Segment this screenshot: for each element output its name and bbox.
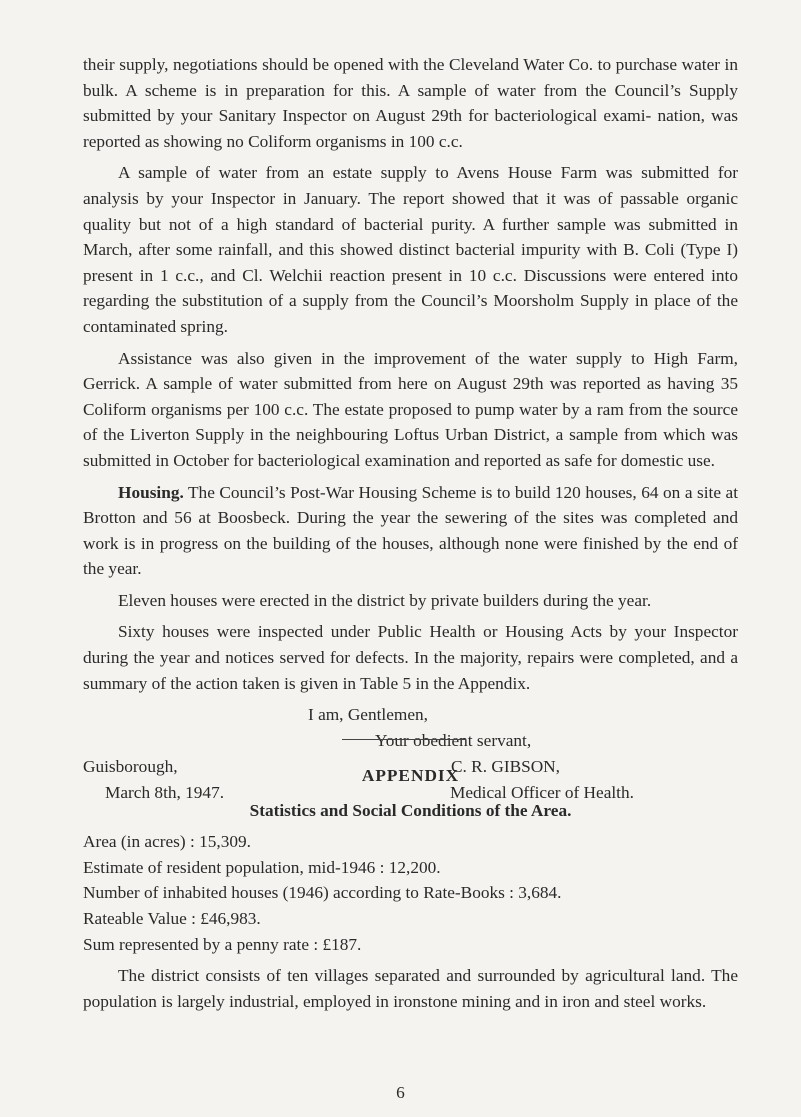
signatory-role: Medical Officer of Health. <box>450 783 634 803</box>
salutation: I am, Gentlemen, <box>308 705 428 725</box>
stat-area: Area (in acres) : 15,309. <box>83 832 251 852</box>
date: March 8th, 1947. <box>105 783 225 803</box>
stat-population: Estimate of resident population, mid-1946 : 12,200. <box>83 857 441 877</box>
stat-rateable-value: Rateable Value : £46,983. <box>83 908 261 928</box>
housing-heading: Housing. <box>118 482 184 502</box>
page-number: 6 <box>396 1083 405 1102</box>
report-body <box>83 52 738 806</box>
stat-houses: Number of inhabited houses (1946) according to Rate-Books : 3,684. <box>83 883 562 903</box>
appendix-section <box>83 763 738 1014</box>
paragraph-district: The district consists of ten villages separated and surrounded by agricultural land. The population is largely industrial, employed in ironstone mining and in iron and steel works. <box>83 966 738 1011</box>
divider-rule <box>342 739 466 740</box>
appendix-title: APPENDIX <box>361 766 460 785</box>
appendix-subtitle: Statistics and Social Conditions of the Area. <box>249 800 572 820</box>
paragraph-private-builders: Eleven houses were erected in the district by private builders during the year. <box>118 590 652 610</box>
paragraph-avens-house-farm: A sample of water from an estate supply to Avens House Farm was submitted for analysis by your Inspector in January. The report showed that it was of passable organic quality but not of a high standard of bacterial purity. A further sample was submitted in March, after some rainfall, and this showed distinct bacterial impurity with B. Coli (Type I) present in 1 c.c., and Cl. Welchii reaction present in 10 c.c. Discussions were entered into regarding the substitution of a supply from the Council’s Moorsholm Supply in place of the contaminated spring. <box>83 163 738 336</box>
paragraph-housing <box>83 480 738 582</box>
housing-text: The Council’s Post-War Housing Scheme is to build 120 houses, 64 on a site at Brotton and 56 at Boosbeck. During the year the sewering of the sites was completed and work is in progress on the building of the houses, although none were finished by the end of the year. <box>83 482 738 579</box>
stat-penny-rate: Sum represented by a penny rate : £187. <box>83 934 362 954</box>
paragraph-inspections: Sixty houses were inspected under Public Health or Housing Acts by your Inspector during the year and notices served for defects. In the majority, repairs were completed, and a summary of the action taken is given in Table 5 in the Appendix. <box>83 622 738 693</box>
paragraph-high-farm: Assistance was also given in the improvement of the water supply to High Farm, Gerrick. A sample of water submitted from here on August 29th was reported as having 35 Coliform organisms per 100 c.c. The estate proposed to pump water by a ram from the source of the Liverton Supply in the neighbouring Loftus Urban District, a sample from which was submitted in October for bacteriological examination and reported as safe for domestic use. <box>83 348 738 470</box>
servant-line: Your obedient servant, <box>375 731 532 751</box>
paragraph-water-supply: their supply, negotiations should be opened with the Cleveland Water Co. to purchase water in bulk. A scheme is in preparation for this. A sample of water from the Council’s Supply submitted by your Sanitary Inspector on August 29th for bacteriological exami- nation, was reported as showing no Coliform organisms in 100 c.c. <box>83 55 738 151</box>
signatory-name: C. R. GIBSON, <box>451 757 560 777</box>
place: Guisborough, <box>83 757 178 777</box>
